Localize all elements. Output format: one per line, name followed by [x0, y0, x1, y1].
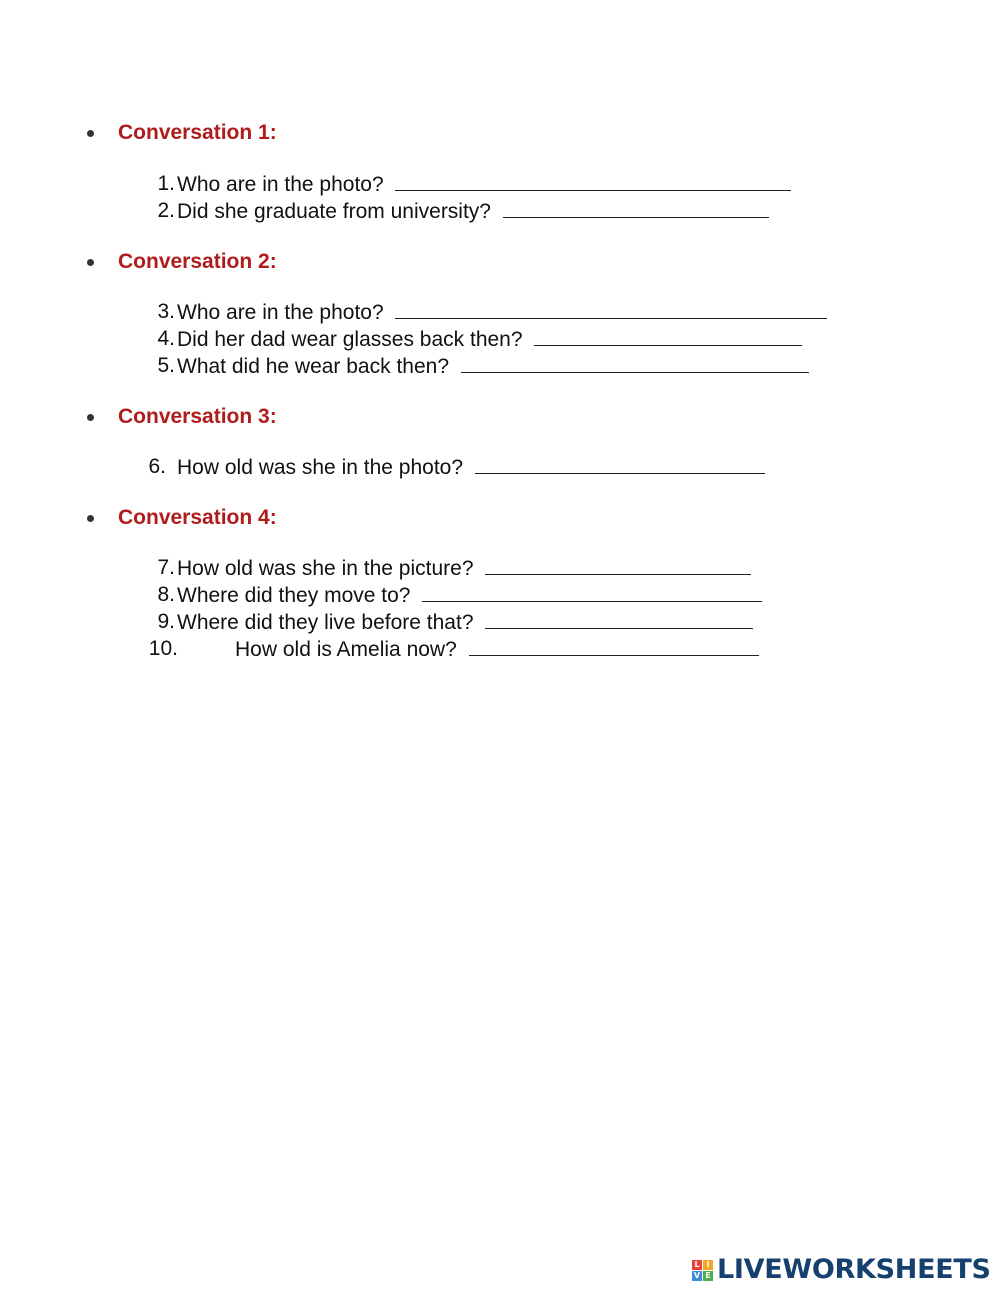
question-number: 1. — [157, 172, 175, 195]
logo-wordmark: LIVEWORKSHEETS — [717, 1254, 991, 1285]
question-text-row — [177, 610, 753, 635]
question-text: Who are in the photo? — [177, 173, 390, 196]
answer-blank[interactable] — [395, 300, 827, 319]
answer-blank[interactable] — [503, 199, 769, 218]
logo-grid-icon — [692, 1260, 713, 1281]
answer-blank[interactable] — [461, 354, 809, 373]
question-text: Did her dad wear glasses back then? — [177, 328, 529, 351]
answer-blank[interactable] — [395, 172, 791, 191]
question-number: 5. — [157, 354, 175, 377]
question-number: 4. — [157, 327, 175, 350]
question-text: Where did they move to? — [177, 584, 417, 607]
question-text-row — [177, 556, 751, 581]
answer-blank[interactable] — [534, 327, 802, 346]
answer-blank[interactable] — [485, 556, 751, 575]
question-text: How old is Amelia now? — [235, 638, 463, 661]
question-number: 10. — [148, 637, 178, 660]
question-text: Where did they live before that? — [177, 611, 480, 634]
section-heading-3: Conversation 3: — [118, 405, 277, 428]
question-text-row — [177, 327, 802, 352]
question-text-row — [177, 354, 809, 379]
question-number: 8. — [157, 583, 175, 606]
answer-blank[interactable] — [485, 610, 753, 629]
answer-blank[interactable] — [469, 637, 759, 656]
bullet-dot — [87, 259, 94, 266]
question-text: How old was she in the picture? — [177, 557, 480, 580]
logo-letter-tile: L — [692, 1260, 702, 1270]
question-text: What did he wear back then? — [177, 355, 455, 378]
question-text-row — [177, 300, 827, 325]
question-text: Did she graduate from university? — [177, 200, 497, 223]
question-number: 7. — [157, 556, 175, 579]
answer-blank[interactable] — [475, 455, 765, 474]
bullet-dot — [87, 130, 94, 137]
question-number: 2. — [157, 199, 175, 222]
bullet-dot — [87, 515, 94, 522]
question-text: How old was she in the photo? — [177, 456, 469, 479]
question-text-row — [177, 583, 762, 608]
logo-letter-tile: E — [703, 1271, 713, 1281]
question-text-row — [235, 637, 759, 662]
bullet-dot — [87, 414, 94, 421]
logo-letter-tile: V — [693, 1270, 701, 1280]
section-heading-1: Conversation 1: — [118, 121, 277, 144]
liveworksheets-logo — [692, 1256, 991, 1284]
logo-letter-tile: I — [703, 1260, 713, 1270]
question-number: 6. — [148, 455, 166, 478]
answer-blank[interactable] — [422, 583, 762, 602]
question-number: 9. — [157, 610, 175, 633]
question-text-row — [177, 199, 769, 224]
question-text: Who are in the photo? — [177, 301, 390, 324]
section-heading-2: Conversation 2: — [118, 250, 277, 273]
section-heading-4: Conversation 4: — [118, 506, 277, 529]
question-text-row — [177, 455, 765, 480]
question-number: 3. — [157, 300, 175, 323]
question-text-row — [177, 172, 791, 197]
